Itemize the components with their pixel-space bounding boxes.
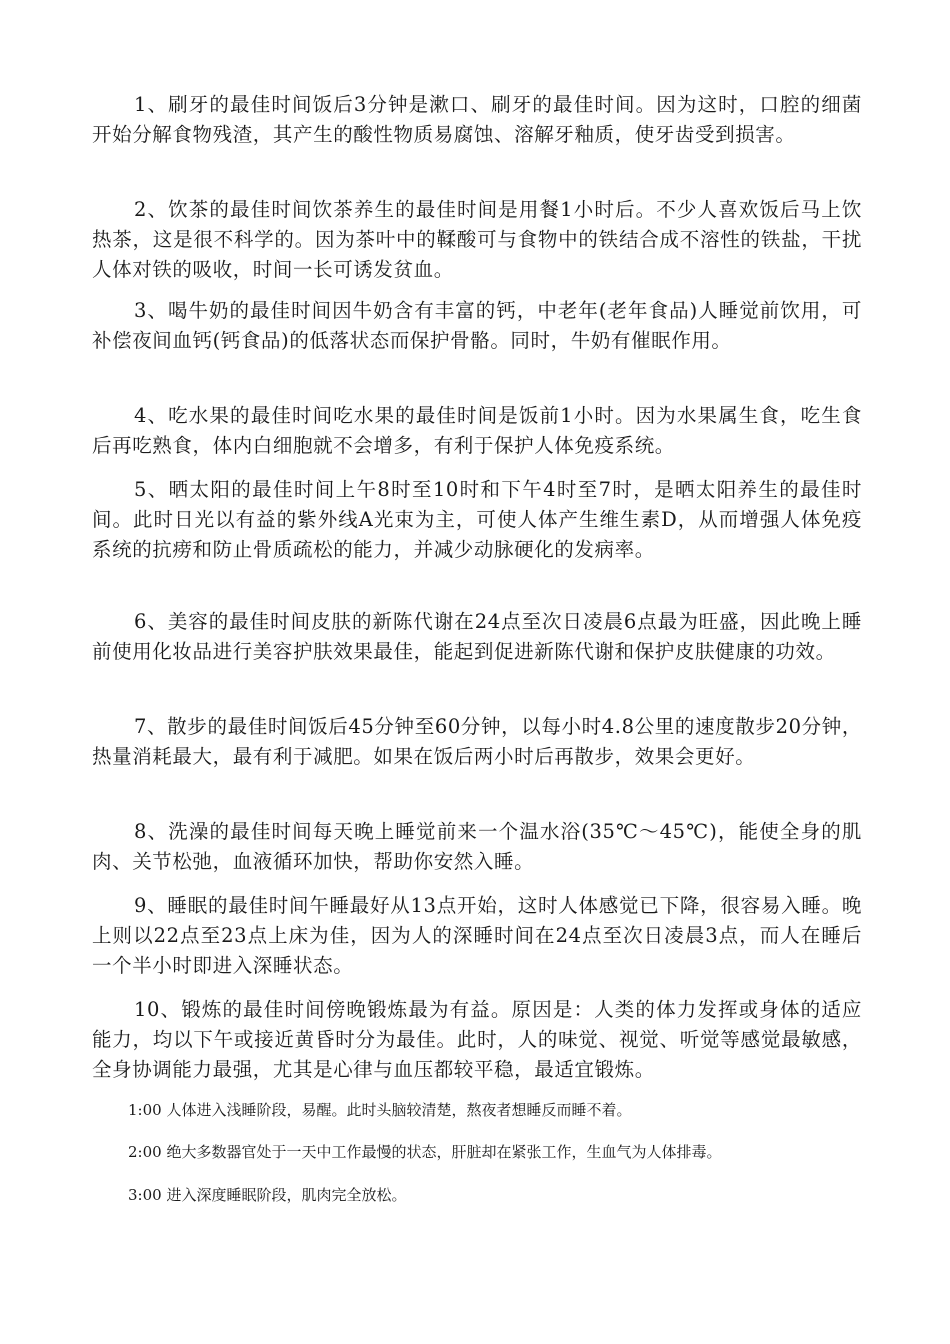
paragraph-milk: 3、喝牛奶的最佳时间因牛奶含有丰富的钙，中老年(老年食品)人睡觉前饮用，可补偿夜间血钙(钙食品)的低落状态而保护骨骼。同时，牛奶有催眠作用。 — [92, 299, 862, 352]
schedule-item-2am: 2:00 绝大多数器官处于一天中工作最慢的状态，肝脏却在紧张工作，生血气为人体排毒。 — [128, 1143, 722, 1161]
paragraph-fruit: 4、吃水果的最佳时间吃水果的最佳时间是饭前1小时。因为水果属生食，吃生食后再吃熟食，体内白细胞就不会增多，有利于保护人体免疫系统。 — [92, 404, 862, 457]
schedule-item-3am: 3:00 进入深度睡眠阶段，肌肉完全放松。 — [128, 1186, 407, 1204]
paragraph-sunbathing: 5、晒太阳的最佳时间上午8时至10时和下午4时至7时，是晒太阳养生的最佳时间。此时日光以有益的紫外线A光束为主，可使人体产生维生素D，从而增强人体免疫系统的抗痨和防止骨质疏松的能力，并减少动脉硬化的发病率。 — [92, 478, 862, 561]
paragraph-sleep: 9、睡眠的最佳时间午睡最好从13点开始，这时人体感觉已下降，很容易入睡。晚上则以22点至23点上床为佳，因为人的深睡时间在24点至次日凌晨3点，而人在睡后一个半小时即进入深睡状态。 — [92, 894, 862, 977]
paragraph-brushing: 1、刷牙的最佳时间饭后3分钟是漱口、刷牙的最佳时间。因为这时，口腔的细菌开始分解食物残渣，其产生的酸性物质易腐蚀、溶解牙釉质，使牙齿受到损害。 — [92, 93, 862, 146]
paragraph-bathing: 8、洗澡的最佳时间每天晚上睡觉前来一个温水浴(35℃～45℃)，能使全身的肌肉、关节松弛，血液循环加快，帮助你安然入睡。 — [92, 820, 862, 873]
schedule-item-1am: 1:00 人体进入浅睡阶段，易醒。此时头脑较清楚，熬夜者想睡反而睡不着。 — [128, 1101, 632, 1119]
paragraph-walking: 7、散步的最佳时间饭后45分钟至60分钟，以每小时4.8公里的速度散步20分钟，热量消耗最大，最有利于减肥。如果在饭后两小时后再散步，效果会更好。 — [92, 715, 862, 768]
paragraph-exercise: 10、锻炼的最佳时间傍晚锻炼最为有益。原因是：人类的体力发挥或身体的适应能力，均以下午或接近黄昏时分为最佳。此时，人的味觉、视觉、听觉等感觉最敏感，全身协调能力最强，尤其是心律与血压都较平稳，最适宜锻炼。 — [92, 998, 862, 1081]
paragraph-beauty: 6、美容的最佳时间皮肤的新陈代谢在24点至次日凌晨6点最为旺盛，因此晚上睡前使用化妆品进行美容护肤效果最佳，能起到促进新陈代谢和保护皮肤健康的功效。 — [92, 610, 862, 663]
paragraph-tea: 2、饮茶的最佳时间饮茶养生的最佳时间是用餐1小时后。不少人喜欢饭后马上饮热茶，这是很不科学的。因为茶叶中的鞣酸可与食物中的铁结合成不溶性的铁盐，干扰人体对铁的吸收，时间一长可诱发贫血。 — [92, 198, 862, 281]
